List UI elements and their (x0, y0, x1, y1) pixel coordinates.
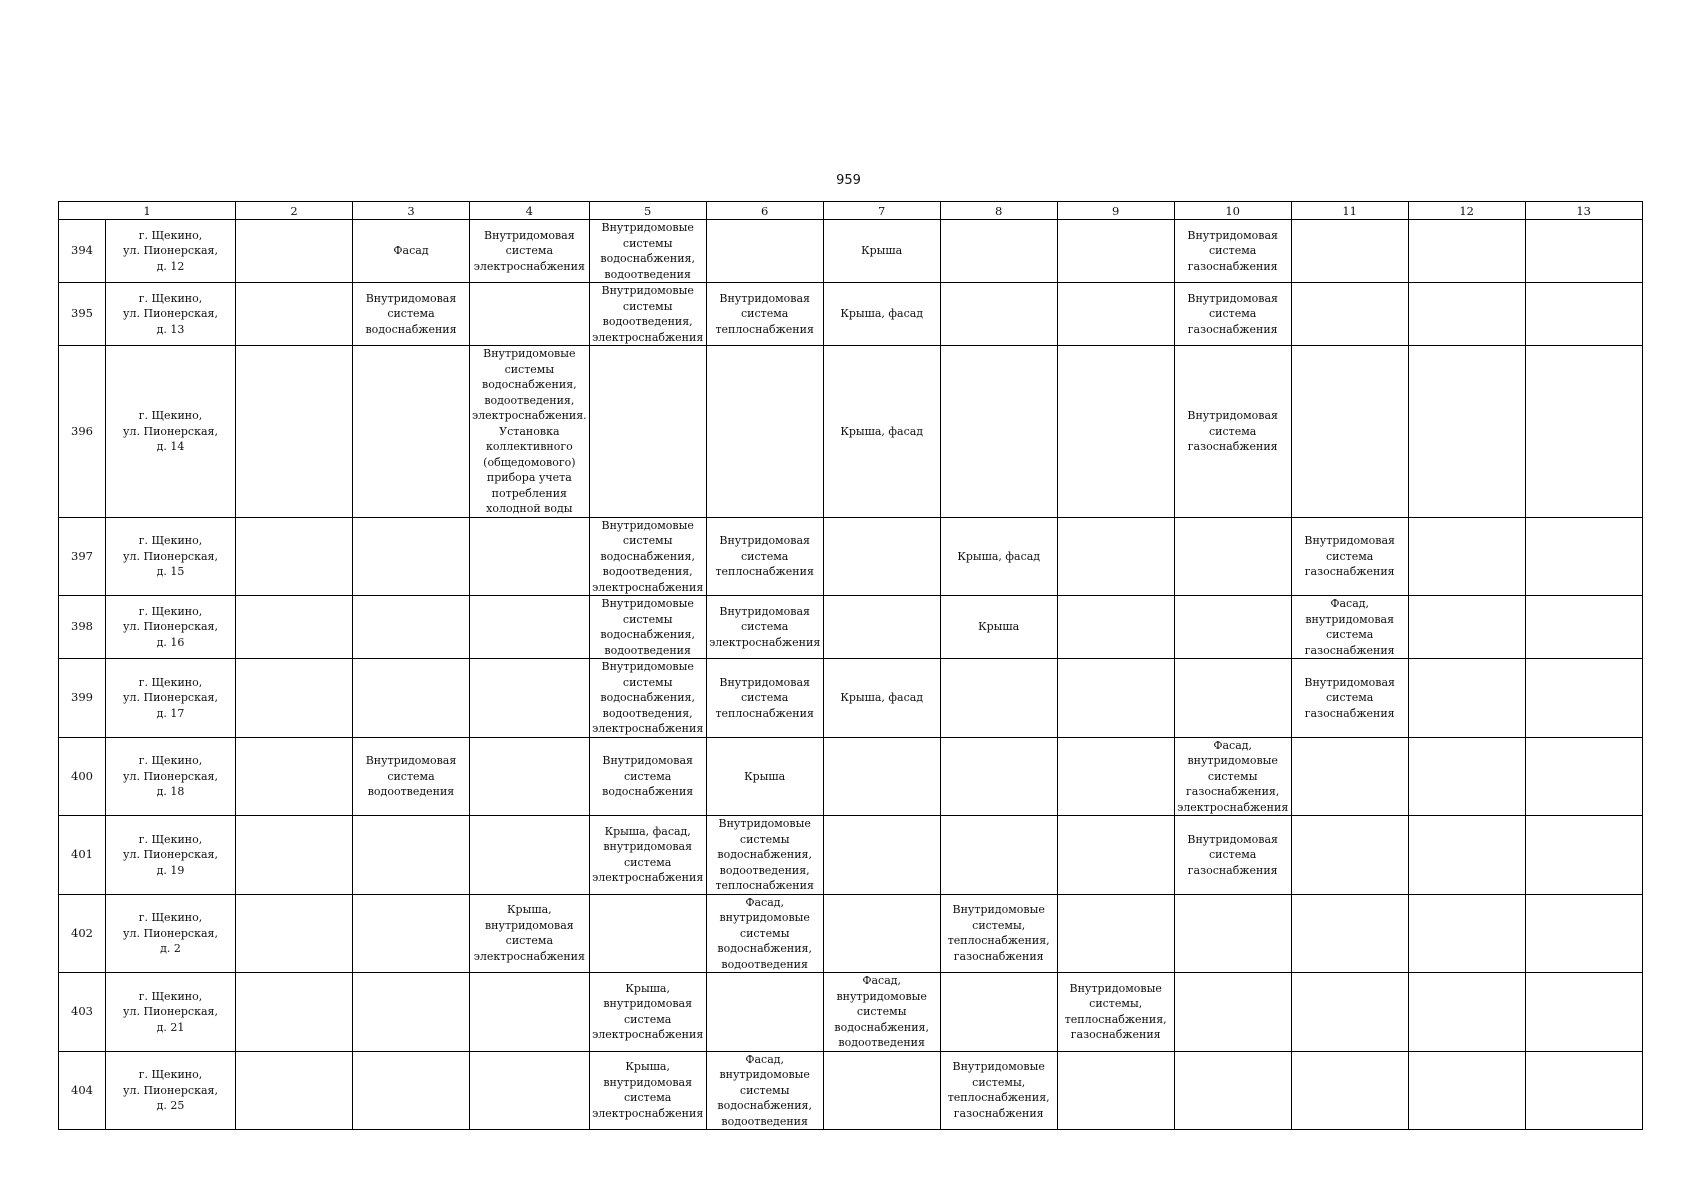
work-cell-col-9 (1057, 816, 1174, 895)
work-cell-col-10 (1174, 596, 1291, 659)
work-cell-col-9 (1057, 517, 1174, 596)
column-header-9: 9 (1057, 202, 1174, 220)
work-cell-col-5: Внутридомовая система водоснабжения (589, 737, 706, 816)
table-row (59, 346, 1643, 518)
row-number: 394 (59, 220, 106, 283)
address-cell: г. Щекино, ул. Пионерская, д. 16 (106, 596, 236, 659)
work-cell-col-12 (1408, 973, 1525, 1052)
work-cell-col-8 (940, 816, 1057, 895)
work-cell-col-12 (1408, 894, 1525, 973)
work-cell-col-6: Внутридомовая система теплоснабжения (706, 283, 823, 346)
work-cell-col-9 (1057, 1051, 1174, 1130)
table-row (59, 894, 1643, 973)
work-cell-col-3 (353, 894, 470, 973)
work-cell-col-4 (470, 1051, 590, 1130)
work-cell-col-12 (1408, 283, 1525, 346)
work-cell-col-13 (1525, 517, 1642, 596)
work-cell-col-6: Внутридомовая система электроснабжения (706, 596, 823, 659)
work-cell-col-5 (589, 894, 706, 973)
work-cell-col-12 (1408, 517, 1525, 596)
work-cell-col-10 (1174, 973, 1291, 1052)
work-cell-col-10: Внутридомовая система газоснабжения (1174, 220, 1291, 283)
work-cell-col-6: Крыша (706, 737, 823, 816)
work-cell-col-9 (1057, 220, 1174, 283)
table-row (59, 816, 1643, 895)
work-cell-col-13 (1525, 816, 1642, 895)
work-cell-col-8 (940, 737, 1057, 816)
work-cell-col-13 (1525, 283, 1642, 346)
work-cell-col-6 (706, 973, 823, 1052)
work-cell-col-6 (706, 346, 823, 518)
address-cell: г. Щекино, ул. Пионерская, д. 18 (106, 737, 236, 816)
column-header-row (59, 202, 1643, 220)
work-cell-col-2 (236, 1051, 353, 1130)
work-cell-col-6: Внутридомовая система теплоснабжения (706, 517, 823, 596)
column-header-7: 7 (823, 202, 940, 220)
work-cell-col-2 (236, 816, 353, 895)
work-cell-col-9 (1057, 346, 1174, 518)
work-cell-col-9 (1057, 283, 1174, 346)
work-cell-col-8 (940, 973, 1057, 1052)
work-cell-col-6 (706, 220, 823, 283)
work-cell-col-10: Внутридомовая система газоснабжения (1174, 816, 1291, 895)
work-cell-col-5: Внутридомовые системы водоотведения, электроснабжения (589, 283, 706, 346)
work-cell-col-8 (940, 283, 1057, 346)
work-cell-col-13 (1525, 1051, 1642, 1130)
work-cell-col-12 (1408, 1051, 1525, 1130)
work-cell-col-3: Фасад (353, 220, 470, 283)
work-cell-col-4 (470, 659, 590, 738)
address-cell: г. Щекино, ул. Пионерская, д. 25 (106, 1051, 236, 1130)
work-cell-col-5 (589, 346, 706, 518)
address-cell: г. Щекино, ул. Пионерская, д. 19 (106, 816, 236, 895)
work-cell-col-8 (940, 346, 1057, 518)
work-cell-col-11 (1291, 973, 1408, 1052)
table-row (59, 517, 1643, 596)
repair-schedule-table (58, 201, 1643, 1130)
work-cell-col-11 (1291, 737, 1408, 816)
work-cell-col-3 (353, 346, 470, 518)
column-header-5: 5 (589, 202, 706, 220)
work-cell-col-4 (470, 737, 590, 816)
work-cell-col-6: Внутридомовая система теплоснабжения (706, 659, 823, 738)
work-cell-col-4: Внутридомовая система электроснабжения (470, 220, 590, 283)
work-cell-col-8: Крыша, фасад (940, 517, 1057, 596)
row-number: 398 (59, 596, 106, 659)
table-row (59, 659, 1643, 738)
work-cell-col-7 (823, 737, 940, 816)
work-cell-col-3 (353, 816, 470, 895)
work-cell-col-8: Внутридомовые системы, теплоснабжения, газоснабжения (940, 1051, 1057, 1130)
row-number: 402 (59, 894, 106, 973)
work-cell-col-4 (470, 816, 590, 895)
work-cell-col-3 (353, 596, 470, 659)
column-header-11: 11 (1291, 202, 1408, 220)
row-number: 399 (59, 659, 106, 738)
column-header-6: 6 (706, 202, 823, 220)
table-row (59, 220, 1643, 283)
work-cell-col-13 (1525, 659, 1642, 738)
work-cell-col-4 (470, 973, 590, 1052)
work-cell-col-2 (236, 659, 353, 738)
table-row (59, 283, 1643, 346)
table-body (59, 202, 1643, 1130)
column-header-10: 10 (1174, 202, 1291, 220)
work-cell-col-7: Крыша, фасад (823, 659, 940, 738)
work-cell-col-10: Внутридомовая система газоснабжения (1174, 346, 1291, 518)
column-header-1: 1 (59, 202, 236, 220)
work-cell-col-5: Крыша, внутридомовая система электроснабжения (589, 1051, 706, 1130)
work-cell-col-7 (823, 894, 940, 973)
work-cell-col-12 (1408, 659, 1525, 738)
work-cell-col-7 (823, 1051, 940, 1130)
address-cell: г. Щекино, ул. Пионерская, д. 13 (106, 283, 236, 346)
work-cell-col-2 (236, 596, 353, 659)
row-number: 403 (59, 973, 106, 1052)
work-cell-col-5: Внутридомовые системы водоснабжения, водоотведения, электроснабжения (589, 659, 706, 738)
work-cell-col-3 (353, 659, 470, 738)
work-cell-col-5: Внутридомовые системы водоснабжения, водоотведения (589, 220, 706, 283)
work-cell-col-11 (1291, 283, 1408, 346)
work-cell-col-7 (823, 517, 940, 596)
work-cell-col-2 (236, 346, 353, 518)
work-cell-col-8: Внутридомовые системы, теплоснабжения, газоснабжения (940, 894, 1057, 973)
work-cell-col-6: Фасад, внутридомовые системы водоснабжения, водоотведения (706, 1051, 823, 1130)
work-cell-col-7: Фасад, внутридомовые системы водоснабжения, водоотведения (823, 973, 940, 1052)
work-cell-col-5: Крыша, фасад, внутридомовая система электроснабжения (589, 816, 706, 895)
column-header-13: 13 (1525, 202, 1642, 220)
work-cell-col-9 (1057, 659, 1174, 738)
work-cell-col-10: Внутридомовая система газоснабжения (1174, 283, 1291, 346)
address-cell: г. Щекино, ул. Пионерская, д. 17 (106, 659, 236, 738)
table-row (59, 737, 1643, 816)
address-cell: г. Щекино, ул. Пионерская, д. 21 (106, 973, 236, 1052)
work-cell-col-4: Внутридомовые системы водоснабжения, водоотведения, электроснабжения. Установка коллективного (общедомового) прибора учета потребления холодной воды (470, 346, 590, 518)
work-cell-col-4 (470, 596, 590, 659)
work-cell-col-13 (1525, 894, 1642, 973)
work-cell-col-11: Внутридомовая система газоснабжения (1291, 659, 1408, 738)
work-cell-col-6: Внутридомовые системы водоснабжения, водоотведения, теплоснабжения (706, 816, 823, 895)
work-cell-col-10 (1174, 894, 1291, 973)
row-number: 401 (59, 816, 106, 895)
work-cell-col-13 (1525, 973, 1642, 1052)
work-cell-col-2 (236, 283, 353, 346)
row-number: 404 (59, 1051, 106, 1130)
work-cell-col-2 (236, 220, 353, 283)
work-cell-col-13 (1525, 346, 1642, 518)
column-header-4: 4 (470, 202, 590, 220)
column-header-12: 12 (1408, 202, 1525, 220)
work-cell-col-10 (1174, 517, 1291, 596)
work-cell-col-2 (236, 894, 353, 973)
work-cell-col-6: Фасад, внутридомовые системы водоснабжения, водоотведения (706, 894, 823, 973)
work-cell-col-3 (353, 1051, 470, 1130)
page-number: 959 (836, 173, 861, 188)
work-cell-col-4: Крыша, внутридомовая система электроснабжения (470, 894, 590, 973)
work-cell-col-11 (1291, 1051, 1408, 1130)
row-number: 396 (59, 346, 106, 518)
work-cell-col-12 (1408, 816, 1525, 895)
work-cell-col-7: Крыша, фасад (823, 346, 940, 518)
work-cell-col-3 (353, 973, 470, 1052)
work-cell-col-12 (1408, 737, 1525, 816)
row-number: 397 (59, 517, 106, 596)
work-cell-col-3 (353, 517, 470, 596)
work-cell-col-5: Внутридомовые системы водоснабжения, водоотведения, электроснабжения (589, 517, 706, 596)
work-cell-col-10 (1174, 659, 1291, 738)
row-number: 400 (59, 737, 106, 816)
work-cell-col-10: Фасад, внутридомовые системы газоснабжения, электроснабжения (1174, 737, 1291, 816)
work-cell-col-4 (470, 517, 590, 596)
table-row (59, 973, 1643, 1052)
work-cell-col-4 (470, 283, 590, 346)
work-cell-col-10 (1174, 1051, 1291, 1130)
work-cell-col-12 (1408, 596, 1525, 659)
work-cell-col-7: Крыша (823, 220, 940, 283)
table-row (59, 1051, 1643, 1130)
work-cell-col-12 (1408, 220, 1525, 283)
column-header-8: 8 (940, 202, 1057, 220)
work-cell-col-9 (1057, 894, 1174, 973)
work-cell-col-9 (1057, 596, 1174, 659)
work-cell-col-9 (1057, 737, 1174, 816)
column-header-3: 3 (353, 202, 470, 220)
work-cell-col-7 (823, 816, 940, 895)
address-cell: г. Щекино, ул. Пионерская, д. 2 (106, 894, 236, 973)
work-cell-col-7 (823, 596, 940, 659)
work-cell-col-11 (1291, 220, 1408, 283)
work-cell-col-3: Внутридомовая система водоснабжения (353, 283, 470, 346)
work-cell-col-13 (1525, 596, 1642, 659)
work-cell-col-8 (940, 659, 1057, 738)
work-cell-col-8: Крыша (940, 596, 1057, 659)
work-cell-col-2 (236, 737, 353, 816)
work-cell-col-3: Внутридомовая система водоотведения (353, 737, 470, 816)
work-cell-col-2 (236, 517, 353, 596)
work-cell-col-13 (1525, 737, 1642, 816)
row-number: 395 (59, 283, 106, 346)
address-cell: г. Щекино, ул. Пионерская, д. 12 (106, 220, 236, 283)
work-cell-col-11: Фасад, внутридомовая система газоснабжения (1291, 596, 1408, 659)
work-cell-col-5: Внутридомовые системы водоснабжения, водоотведения (589, 596, 706, 659)
work-cell-col-11 (1291, 894, 1408, 973)
work-cell-col-13 (1525, 220, 1642, 283)
work-cell-col-11 (1291, 346, 1408, 518)
work-cell-col-2 (236, 973, 353, 1052)
work-cell-col-8 (940, 220, 1057, 283)
work-cell-col-11 (1291, 816, 1408, 895)
table-row (59, 596, 1643, 659)
work-cell-col-7: Крыша, фасад (823, 283, 940, 346)
address-cell: г. Щекино, ул. Пионерская, д. 14 (106, 346, 236, 518)
address-cell: г. Щекино, ул. Пионерская, д. 15 (106, 517, 236, 596)
work-cell-col-12 (1408, 346, 1525, 518)
work-cell-col-9: Внутридомовые системы, теплоснабжения, газоснабжения (1057, 973, 1174, 1052)
work-cell-col-5: Крыша, внутридомовая система электроснабжения (589, 973, 706, 1052)
work-cell-col-11: Внутридомовая система газоснабжения (1291, 517, 1408, 596)
column-header-2: 2 (236, 202, 353, 220)
